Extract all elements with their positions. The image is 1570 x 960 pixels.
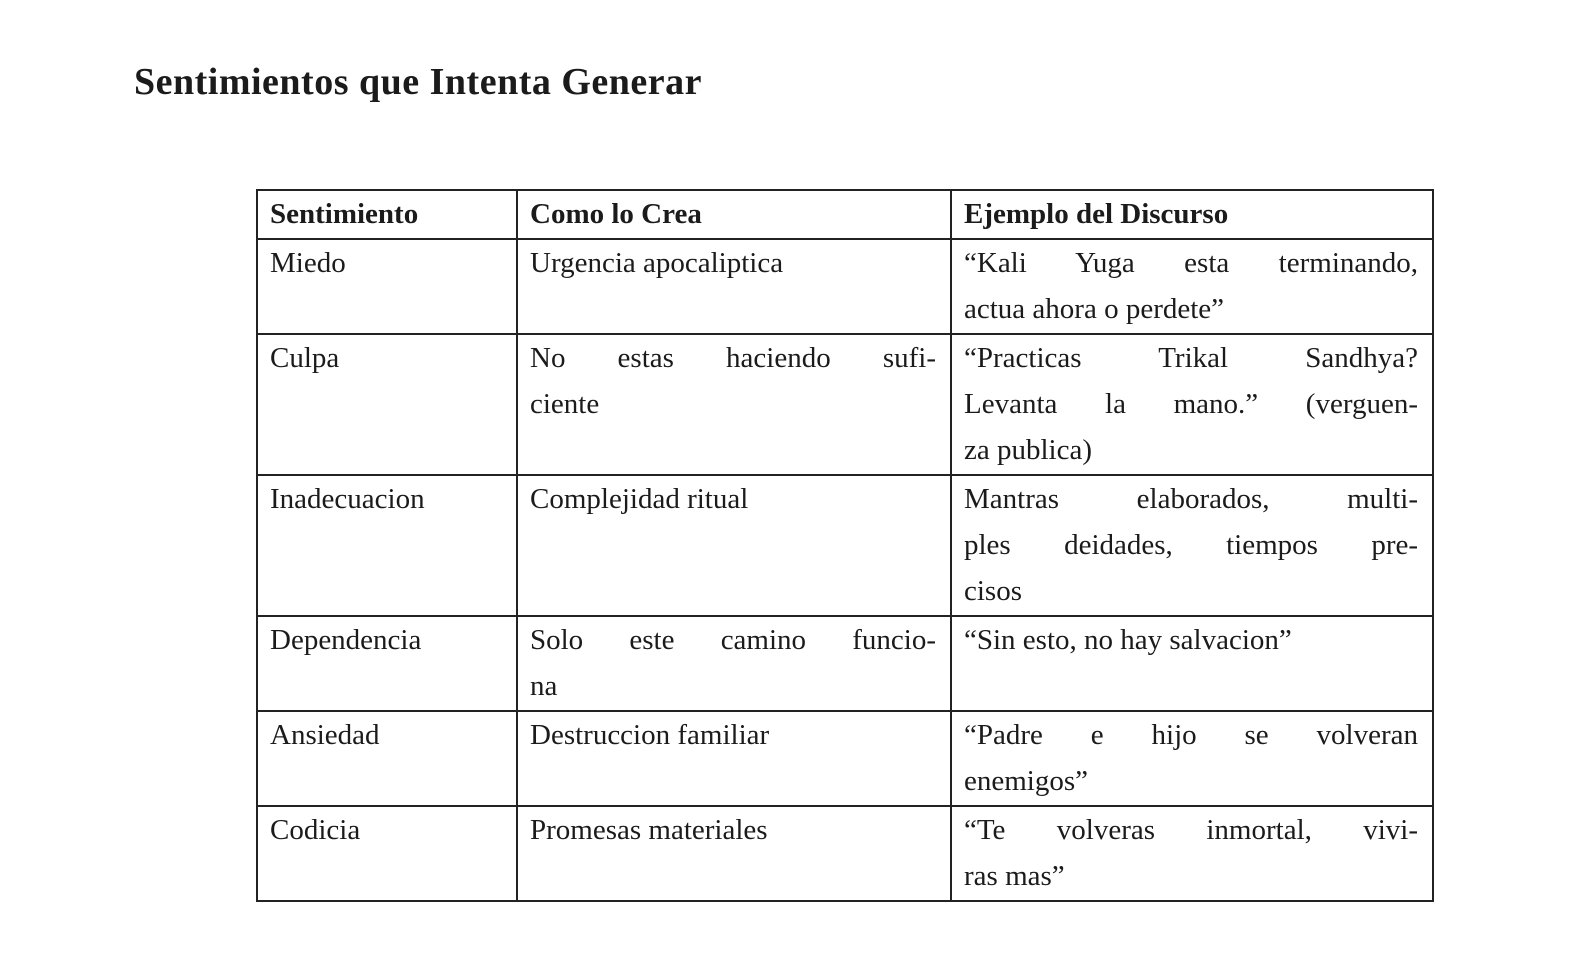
table-row (257, 711, 1433, 806)
cell-sentimiento: Miedo (257, 239, 517, 334)
cell-ejemplo: “Padre e hijo se volveran enemigos” (951, 711, 1433, 806)
cell-como-lo-crea: Complejidad ritual (517, 475, 951, 616)
cell-como-lo-crea: Promesas materiales (517, 806, 951, 901)
column-header-sentimiento: Sentimiento (257, 190, 517, 239)
cell-ejemplo: “Sin esto, no hay salvacion” (951, 616, 1433, 711)
cell-ejemplo: “Practicas Trikal Sandhya? Levanta la mano.” (verguen- za publica) (951, 334, 1433, 475)
cell-ejemplo: “Kali Yuga esta terminando, actua ahora o perdete” (951, 239, 1433, 334)
cell-sentimiento: Codicia (257, 806, 517, 901)
cell-ejemplo: Mantras elaborados, multi- ples deidades, tiempos pre- cisos (951, 475, 1433, 616)
cell-como-lo-crea: Urgencia apocaliptica (517, 239, 951, 334)
column-header-ejemplo-del-discurso: Ejemplo del Discurso (951, 190, 1433, 239)
sentiments-table (256, 189, 1434, 902)
cell-como-lo-crea: Solo este camino funcio- na (517, 616, 951, 711)
table-header-row (257, 190, 1433, 239)
page-title: Sentimientos que Intenta Generar (134, 61, 703, 103)
table-row (257, 334, 1433, 475)
table-row (257, 806, 1433, 901)
cell-sentimiento: Culpa (257, 334, 517, 475)
cell-como-lo-crea: Destruccion familiar (517, 711, 951, 806)
column-header-como-lo-crea: Como lo Crea (517, 190, 951, 239)
cell-sentimiento: Dependencia (257, 616, 517, 711)
cell-ejemplo: “Te volveras inmortal, vivi- ras mas” (951, 806, 1433, 901)
table-row (257, 475, 1433, 616)
cell-sentimiento: Inadecuacion (257, 475, 517, 616)
cell-como-lo-crea: No estas haciendo sufi- ciente (517, 334, 951, 475)
table-row (257, 239, 1433, 334)
table-row (257, 616, 1433, 711)
cell-sentimiento: Ansiedad (257, 711, 517, 806)
